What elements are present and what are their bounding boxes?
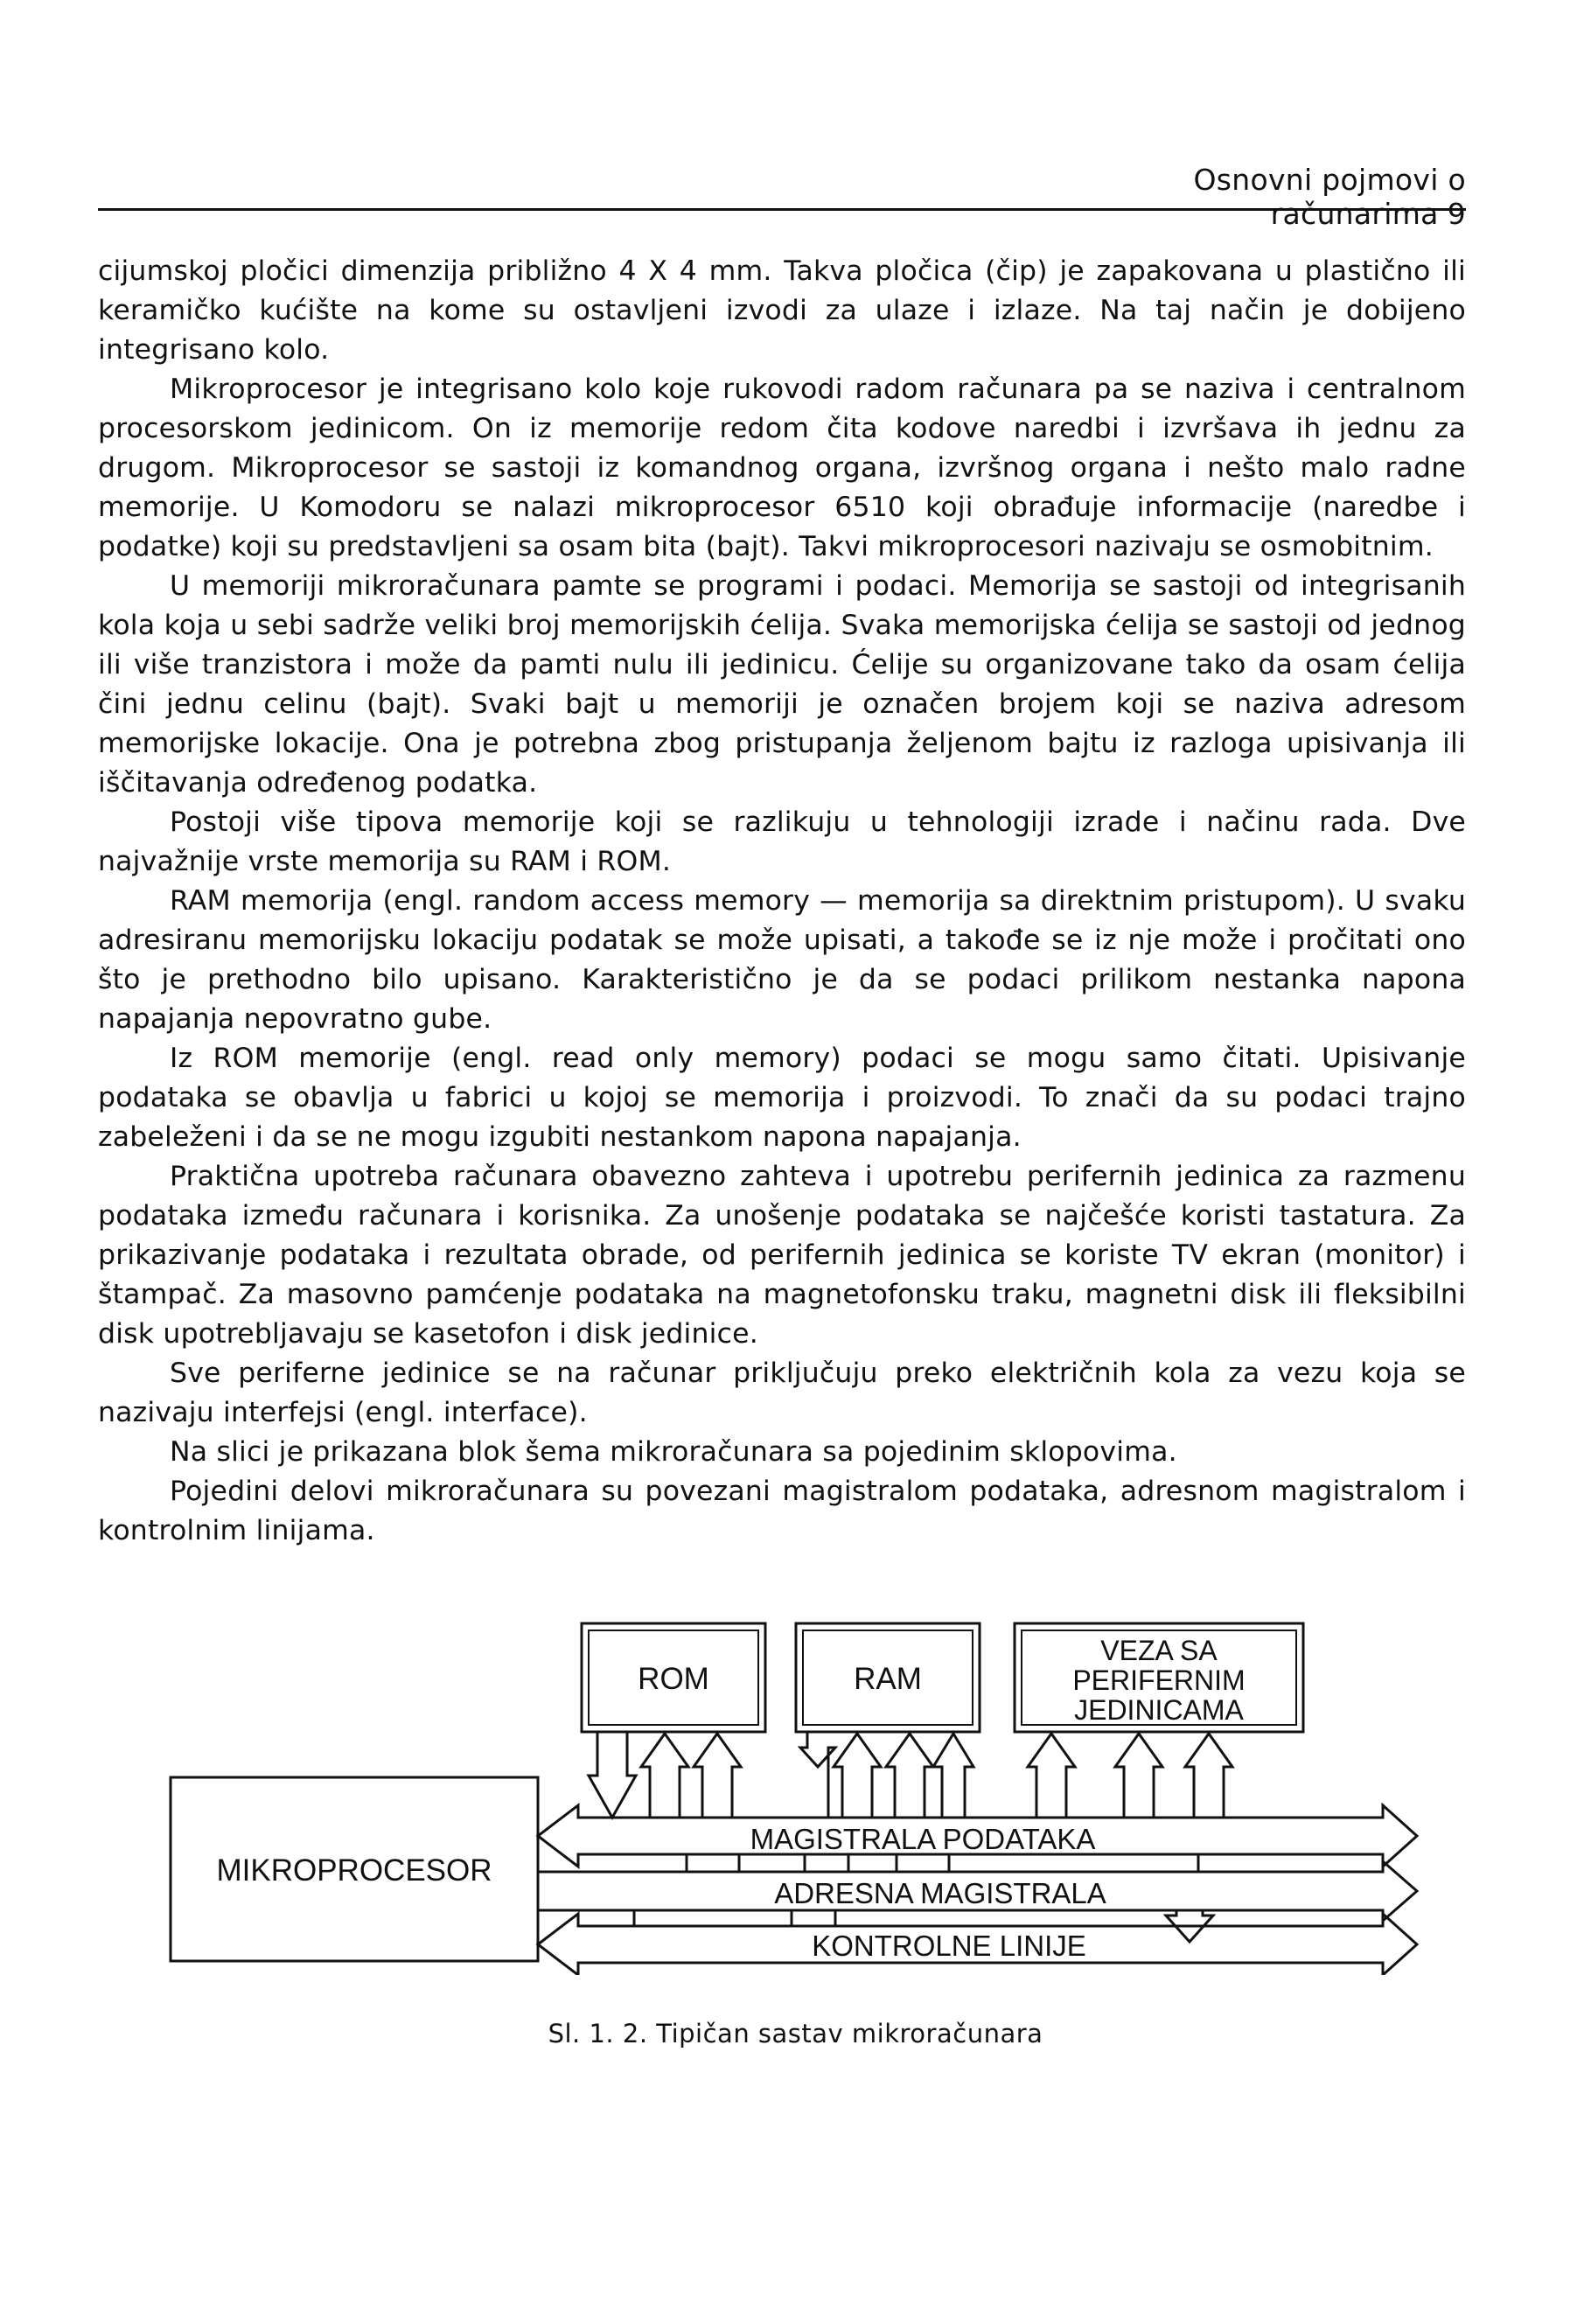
bus-link [634, 1910, 835, 1926]
paragraph: cijumskoj pločici dimenzija približno 4 X 4 mm. Takva pločica (čip) je zapakovana u plastično ili keramičko kućište na kome su ostavljeni izvodi za ulaze i izlaze. Na taj način je dobijeno integrisano kolo. [98, 255, 1466, 366]
io-label-line2: PERIFERNIM [1072, 1664, 1246, 1696]
io-label-line3: JEDINICAMA [1074, 1694, 1244, 1726]
ram-control-arrow-up [886, 1734, 933, 1818]
paragraph: Postoji više tipova memorije koji se razlikuju u tehnologiji izrade i načinu rada. Dve najvažnije vrste memorija su RAM i ROM. [98, 806, 1466, 877]
paragraph: Sve periferne jedinice se na računar priključuju preko električnih kola za vezu koja se nazivaju interfejsi (engl. interface). [98, 1357, 1466, 1428]
paragraph: Pojedini delovi mikroračunara su povezani magistralom podataka, adresnom magistralom i kontrolnim linijama. [98, 1476, 1466, 1546]
ram-data-arrow-up [834, 1734, 881, 1818]
data-bus-label: MAGISTRALA PODATAKA [750, 1823, 1096, 1855]
paragraph: Na slici je prikazana blok šema mikroračunara sa pojedinim sklopovima. [170, 1436, 1177, 1468]
io-arrow-1 [1028, 1734, 1075, 1818]
page-number: 9 [1447, 197, 1466, 231]
io-label-line1: VEZA SA [1100, 1635, 1218, 1666]
body-text [98, 252, 1466, 1551]
ram-extra-arrow-up [933, 1734, 973, 1818]
paragraph: U memoriji mikroračunara pamte se programi i podaci. Memorija se sastoji od integrisanih kola koja u sebi sadrže veliki broj memorijskih ćelija. Svaka memorijska ćelija se sastoji od jednog ili više tranzistora i može da pamti nulu ili jedinicu. Ćelije su organizovane tako da osam ćelija čini jednu celinu (bajt). Svaki bajt u memoriji je označen brojem koji se naziva adresom memorijske lokacije. Ona je potrebna zbog pristupanja željenom bajtu iz razloga upisivanja ili iščitavanja određenog podatka. [98, 570, 1466, 799]
bus-link [687, 1854, 1198, 1872]
header-title: Osnovni pojmovi o računarima [1193, 163, 1466, 231]
address-bus-label: ADRESNA MAGISTRALA [774, 1877, 1106, 1909]
ram-label: RAM [854, 1662, 922, 1696]
running-header [1004, 163, 1466, 231]
rom-data-arrow-up [641, 1734, 688, 1818]
paragraph: Praktična upotreba računara obavezno zahteva i upotrebu perifernih jedinica za razmenu podataka između računara i korisnika. Za unošenje podataka se najčešće koristi tastatura. Za prikazivanje podataka i rezultata obrade, od perifernih jedinica se koriste TV ekran (monitor) i štampač. Za masovno pamćenje podataka na magnetofonsku traku, magnetni disk ili fleksibilni disk upotrebljavaju se kasetofon i disk jedinice. [98, 1161, 1466, 1350]
cpu-label: MIKROPROCESOR [216, 1853, 492, 1888]
paragraph: Iz ROM memorije (engl. read only memory) podaci se mogu samo čitati. Upisivanje podataka se obavlja u fabrici u kojoj se memorija i proizvodi. To znači da su podaci trajno zabeleženi i da se ne mogu izgubiti nestankom napona napajanja. [98, 1043, 1466, 1153]
io-arrow-3 [1185, 1734, 1232, 1818]
io-arrow-2 [1115, 1734, 1162, 1818]
figure-caption: Sl. 1. 2. Tipičan sastav mikroračunara [548, 2019, 1043, 2048]
block-diagram [162, 1608, 1430, 1975]
rom-address-arrow-down [589, 1732, 636, 1818]
paragraph: RAM memorija (engl. random access memory — memorija sa direktnim pristupom). U svaku adresiranu memorijsku lokaciju podatak se može upisati, a takođe se iz nje može i pročitati ono što je prethodno bilo upisano. Karakteristično je da se podaci prilikom nestanka napona napajanja nepovratno gube. [98, 885, 1466, 1035]
control-lines-label: KONTROLNE LINIJE [812, 1930, 1086, 1962]
rom-label: ROM [638, 1662, 709, 1696]
rom-control-arrow-up [694, 1734, 741, 1818]
header-rule [98, 208, 1466, 211]
paragraph: Mikroprocesor je integrisano kolo koje rukovodi radom računara pa se naziva i centralnom procesorskom jedinicom. On iz memorije redom čita kodove naredbi i izvršava ih jednu za drugom. Mikroprocesor se sastoji iz komandnog organa, izvršnog organa i nešto malo radne memorije. U Komodoru se nalazi mikroprocesor 6510 koji obrađuje informacije (naredbe i podatke) koji su predstavljeni sa osam bita (bajt). Takvi mikroprocesori nazivaju se osmobitnim. [98, 373, 1466, 562]
ram-address-arrow-down [800, 1732, 835, 1818]
